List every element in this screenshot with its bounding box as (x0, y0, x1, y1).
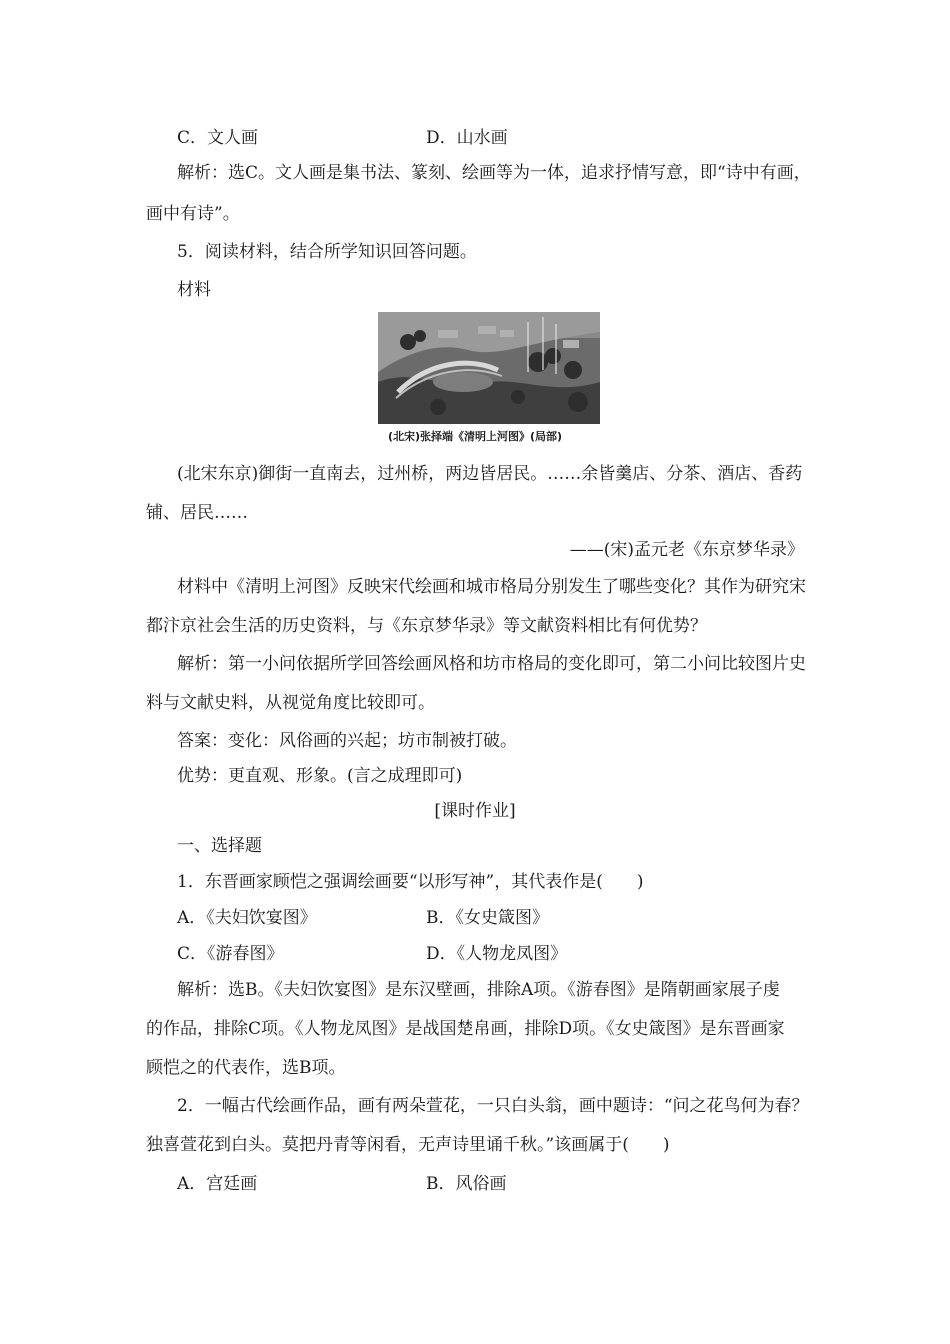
hq2-stem-line-2: 独喜萱花到白头。莫把丹青等闲看，无声诗里诵千秋。”该画属于( ) (146, 1135, 670, 1155)
section-heading: 一、选择题 (177, 836, 262, 856)
q5-question-line-1: 材料中《清明上河图》反映宋代绘画和城市格局分别发生了哪些变化？其作为研究宋 (177, 577, 806, 597)
q5-prompt: 5．阅读材料，结合所学知识回答问题。 (177, 242, 477, 262)
hq1-option-b: B．《女史箴图》 (426, 908, 549, 928)
hq1-analysis-line-2: 的作品，排除C项。《人物龙凤图》是战国楚帛画，排除D项。《女史箴图》是东晋画家 (146, 1019, 785, 1039)
q5-material-label: 材料 (177, 280, 211, 300)
q4-analysis-line-1: 解析：选C。文人画是集书法、篆刻、绘画等为一体，追求抒情写意，即“诗中有画， (177, 163, 811, 183)
q5-analysis-line-1: 解析：第一小问依据所学回答绘画风格和坊市格局的变化即可，第二小问比较图片史 (177, 654, 806, 674)
q5-question-line-2: 都汴京社会生活的历史资料，与《东京梦华录》等文献资料相比有何优势？ (146, 616, 707, 636)
hq1-option-a: A．《夫妇饮宴图》 (177, 908, 317, 928)
hq1-option-c: C．《游春图》 (177, 944, 284, 964)
hq2-option-b: B．风俗画 (426, 1174, 507, 1194)
q5-answer-line-1: 答案：变化：风俗画的兴起；坊市制被打破。 (177, 731, 517, 751)
figure-caption: (北宋)张择端《清明上河图》(局部) (387, 430, 563, 443)
q5-material-text-line-2: 铺、居民…… (146, 503, 248, 523)
homework-heading: [课时作业] (434, 801, 516, 821)
q4-option-d: D．山水画 (426, 128, 508, 148)
q4-option-c: C．文人画 (177, 128, 259, 148)
q4-analysis-line-2: 画中有诗”。 (146, 204, 240, 224)
hq2-option-a: A．宫廷画 (177, 1174, 258, 1194)
qingming-painting-image (378, 312, 600, 424)
q5-source-citation: ——(宋)孟元老《东京梦华录》 (569, 540, 804, 560)
hq1-stem: 1．东晋画家顾恺之强调绘画要“以形写神”，其代表作是( ) (177, 872, 644, 892)
hq1-analysis-line-3: 顾恺之的代表作，选B项。 (146, 1058, 346, 1078)
hq1-option-d: D．《人物龙凤图》 (426, 944, 568, 964)
q5-material-text-line-1: (北宋东京)御街一直南去，过州桥，两边皆居民。……余皆羹店、分茶、酒店、香药 (177, 464, 803, 484)
q5-answer-line-2: 优势：更直观、形象。(言之成理即可) (177, 766, 463, 786)
q5-analysis-line-2: 料与文献史料，从视觉角度比较即可。 (146, 693, 435, 713)
hq2-stem-line-1: 2．一幅古代绘画作品，画有两朵萱花，一只白头翁，画中题诗：“问之花鸟何为春？ (177, 1096, 809, 1116)
hq1-analysis-line-1: 解析：选B。《夫妇饮宴图》是东汉壁画，排除A项。《游春图》是隋朝画家展子虔 (177, 980, 780, 1000)
